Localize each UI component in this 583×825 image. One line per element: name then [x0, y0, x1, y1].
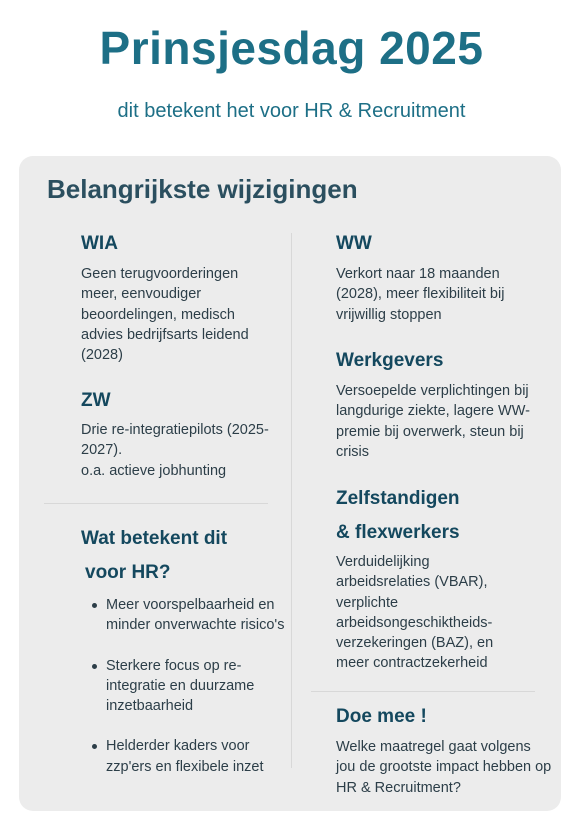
- zw-text: [81, 420, 281, 481]
- page-subtitle: dit betekent het voor HR & Recruitment: [117, 100, 466, 122]
- ww-heading: WW: [336, 233, 372, 254]
- cta-heading: Doe mee !: [336, 706, 427, 727]
- ww-text: Verkort naar 18 maanden (2028), meer flexibiliteit bij vrijwillig stoppen: [336, 266, 505, 323]
- card-title: Belangrijkste wijzigingen: [47, 174, 358, 204]
- hr-heading-line-2: voor HR?: [85, 562, 171, 583]
- zelfstandigen-heading-line-2: & flexwerkers: [336, 522, 460, 543]
- wia-heading: WIA: [81, 233, 118, 254]
- zw-text-line-1: Drie re-integratiepilots (2025-2027).: [81, 422, 269, 459]
- hr-bullet-item: Meer voorspelbaarheid en minder onverwachte risico's: [92, 595, 292, 636]
- page-title: Prinsjesdag 2025: [99, 22, 484, 74]
- right-section-divider: [311, 691, 535, 692]
- zw-text-line-2: o.a. actieve jobhunting: [81, 462, 227, 479]
- hr-heading-line-1: Wat betekent dit: [81, 528, 228, 549]
- werkgevers-heading: Werkgevers: [336, 350, 444, 371]
- cta-text: Welke maatregel gaat volgens jou de grootste impact hebben op HR & Recruitment?: [336, 739, 552, 796]
- hr-bullet-list: [92, 595, 292, 797]
- left-section-divider: [44, 503, 268, 504]
- hr-bullet-item: Helderder kaders voor zzp'ers en flexibele inzet: [92, 736, 292, 777]
- zw-heading: ZW: [81, 390, 111, 411]
- hr-bullet-item: Sterkere focus op re-integratie en duurzame inzetbaarheid: [92, 656, 292, 717]
- zelfstandigen-heading-line-1: Zelfstandigen: [336, 488, 460, 509]
- werkgevers-text: Versoepelde verplichtingen bij langdurige ziekte, lagere WW-premie bij overwerk, steun bij crisis: [336, 383, 530, 460]
- zelfstandigen-text: Verduidelijking arbeidsrelaties (VBAR), verplichte arbeidsongeschiktheids-verzekeringen (BAZ), en meer contractzekerheid: [336, 554, 494, 672]
- wia-text: Geen terugvoorderingen meer, eenvoudiger beoordelingen, medisch advies bedrijfsarts leidend (2028): [81, 266, 249, 364]
